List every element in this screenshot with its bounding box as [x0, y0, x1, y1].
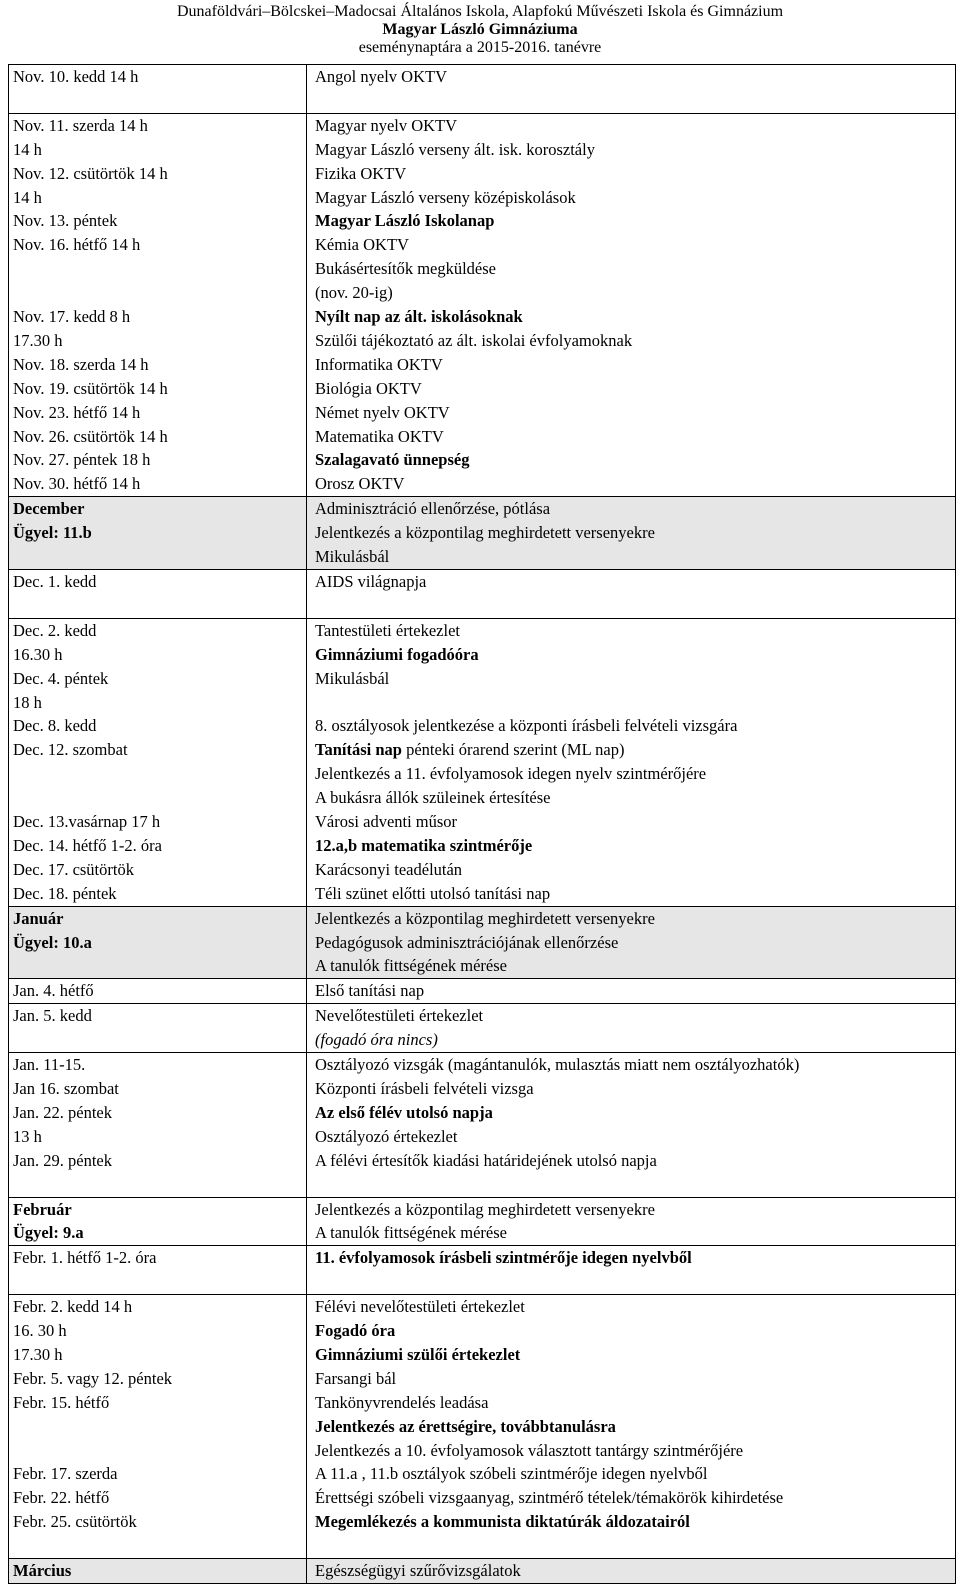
date-text: Nov. 11. szerda 14 h [13, 115, 148, 135]
event-text [315, 472, 952, 496]
event-label-rest: pénteki órarend szerint (ML nap) [401, 740, 625, 760]
event-text [315, 786, 952, 810]
event-label: (fogadó óra nincs) [315, 1030, 438, 1050]
date-cell [9, 1197, 307, 1246]
event-text [315, 643, 952, 667]
event-label: Mikulásbál [315, 547, 390, 567]
event-text [315, 257, 952, 281]
date-text [13, 786, 303, 810]
date-text: 18 h [13, 692, 42, 712]
event-text [315, 834, 952, 858]
gymnasium-name: Magyar László Gimnáziuma [382, 21, 578, 38]
event-cell [307, 1295, 956, 1559]
event-label: Német nyelv OKTV [315, 402, 450, 422]
date-text: 17.30 h [13, 330, 63, 350]
event-label: Magyar nyelv OKTV [315, 115, 458, 135]
spacer [13, 89, 303, 113]
event-label: Gimnáziumi szülői értekezlet [315, 1344, 521, 1364]
event-label: Informatika OKTV [315, 354, 443, 374]
event-label: Jelentkezés a központilag meghirdetett versenyekre [315, 908, 655, 928]
event-text [315, 1295, 952, 1319]
spacer [13, 1270, 303, 1294]
event-text [315, 448, 952, 472]
event-row [9, 1295, 956, 1559]
month-label [13, 545, 303, 569]
event-calendar-body [9, 65, 956, 1584]
date-text: Febr. 25. csütörtök [13, 1512, 137, 1532]
spacer [315, 89, 952, 113]
event-text [315, 65, 952, 89]
event-label: Pedagógusok adminisztrációjának ellenőrzése [315, 932, 619, 952]
month-label: Ügyel: 10.a [13, 932, 92, 952]
event-label: Első tanítási nap [315, 981, 425, 1001]
event-text [315, 377, 952, 401]
spacer [315, 1270, 952, 1294]
date-text: Jan. 22. péntek [13, 1102, 112, 1122]
event-text [315, 907, 952, 931]
date-text: Nov. 13. péntek [13, 211, 118, 231]
event-text [315, 114, 952, 138]
event-label: A félévi értesítők kiadási határidejének utolsó napja [315, 1150, 657, 1170]
date-text: 14 h [13, 187, 42, 207]
event-label: Téli szünet előtti utolsó tanítási nap [315, 883, 551, 903]
event-text [315, 619, 952, 643]
event-text [315, 762, 952, 786]
event-label: Fizika OKTV [315, 163, 407, 183]
date-cell [9, 65, 307, 114]
event-label: Mikulásbál [315, 668, 390, 688]
event-text [315, 1462, 952, 1486]
date-text: Febr. 15. hétfő [13, 1392, 110, 1412]
event-label: Félévi nevelőtestületi értekezlet [315, 1297, 525, 1317]
date-text: 16.30 h [13, 644, 63, 664]
event-text [315, 329, 952, 353]
date-text: Dec. 2. kedd [13, 620, 97, 640]
date-text: Dec. 13.vasárnap 17 h [13, 812, 161, 832]
event-label: Magyar László verseny középiskolások [315, 187, 576, 207]
event-cell [307, 1246, 956, 1295]
date-text [13, 281, 303, 305]
date-text: Jan. 5. kedd [13, 1006, 92, 1026]
spacer [13, 1173, 303, 1197]
event-label: 12.a,b matematika szintmérője [315, 835, 533, 855]
event-text [315, 738, 952, 762]
date-text: Nov. 10. kedd 14 h [13, 67, 139, 86]
event-text [315, 1149, 952, 1173]
event-text [315, 714, 952, 738]
event-label: Fogadó óra [315, 1321, 396, 1341]
event-text [315, 233, 952, 257]
event-label: (nov. 20-ig) [315, 283, 393, 303]
month-row [9, 1559, 956, 1584]
event-text [315, 1053, 952, 1077]
date-cell [9, 618, 307, 906]
event-label: Magyar László Iskolanap [315, 211, 495, 231]
event-text [315, 954, 952, 978]
event-label: Matematika OKTV [315, 426, 444, 446]
event-label: A tanulók fittségének mérése [315, 956, 507, 976]
date-text: Nov. 17. kedd 8 h [13, 307, 131, 327]
date-text: Nov. 19. csütörtök 14 h [13, 378, 168, 398]
event-row [9, 1053, 956, 1197]
event-text [315, 1198, 952, 1222]
date-cell [9, 979, 307, 1004]
event-text [315, 545, 952, 569]
date-text: Febr. 1. hétfő 1-2. óra [13, 1248, 157, 1268]
event-text [315, 1221, 952, 1245]
event-cell [307, 1004, 956, 1053]
event-text [315, 281, 952, 305]
event-text [315, 1101, 952, 1125]
event-row [9, 1004, 956, 1053]
event-text [315, 1246, 952, 1270]
spacer [13, 594, 303, 618]
spacer [315, 594, 952, 618]
event-label: Megemlékezés a kommunista diktatúrák áldozatairól [315, 1512, 690, 1532]
event-label: Magyar László verseny ált. isk. korosztály [315, 139, 595, 159]
event-cell [307, 979, 956, 1004]
event-text [315, 1391, 952, 1415]
event-cell [307, 906, 956, 979]
month-label: Március [13, 1561, 72, 1581]
date-text [13, 1439, 303, 1463]
event-text [315, 1415, 952, 1439]
event-row [9, 618, 956, 906]
event-text [315, 1559, 952, 1583]
date-cell [9, 1295, 307, 1559]
event-label: Jelentkezés a 11. évfolyamosok idegen nyelv szintmérőjére [315, 764, 707, 784]
date-text: Jan. 29. péntek [13, 1150, 112, 1170]
event-text [315, 1367, 952, 1391]
event-label: Tanítási nap [315, 740, 402, 760]
school-name: Dunaföldvári–Bölcskei–Madocsai Általános Iskola, Alapfokú Művészeti Iskola és Gimnázium [176, 3, 784, 20]
date-text: Jan. 4. hétfő [13, 981, 94, 1001]
event-label: Jelentkezés a központilag meghirdetett versenyekre [315, 1199, 655, 1219]
event-text [315, 425, 952, 449]
event-cell [307, 113, 956, 497]
event-text [315, 1319, 952, 1343]
event-label: Jelentkezés az érettségire, továbbtanulásra [315, 1416, 616, 1436]
event-cell [307, 497, 956, 570]
date-text: 13 h [13, 1126, 42, 1146]
event-row [9, 65, 956, 114]
date-text: Nov. 12. csütörtök 14 h [13, 163, 168, 183]
spacer [13, 1534, 303, 1558]
calendar-title: eseménynaptára a 2015-2016. tanévre [358, 39, 602, 56]
event-text [315, 186, 952, 210]
date-text: 17.30 h [13, 1344, 63, 1364]
event-text [315, 1004, 952, 1028]
date-text [13, 1415, 303, 1439]
event-row [9, 570, 956, 619]
event-text [315, 667, 952, 691]
date-text: Dec. 4. péntek [13, 668, 109, 688]
event-label: Központi írásbeli felvételi vizsga [315, 1079, 534, 1099]
date-text: Nov. 26. csütörtök 14 h [13, 426, 168, 446]
event-row [9, 1197, 956, 1246]
event-text [315, 209, 952, 233]
event-label: Érettségi szóbeli vizsgaanyag, szintmérő tételek/témakörök kihirdetése [315, 1488, 784, 1508]
date-text: Nov. 16. hétfő 14 h [13, 235, 141, 255]
event-label: Osztályozó vizsgák (magántanulók, mulasztás miatt nem osztályozhatók) [315, 1055, 800, 1075]
event-text [315, 1510, 952, 1534]
event-text [315, 1439, 952, 1463]
event-text [315, 1028, 952, 1052]
date-text: Nov. 27. péntek 18 h [13, 450, 151, 470]
event-row [9, 113, 956, 497]
event-label: Gimnáziumi fogadóóra [315, 644, 479, 664]
date-text: 16. 30 h [13, 1321, 67, 1341]
event-label: 11. évfolyamosok írásbeli szintmérője idegen nyelvből [315, 1248, 692, 1268]
event-text [315, 931, 952, 955]
event-label: Kémia OKTV [315, 235, 409, 255]
event-text [315, 570, 952, 594]
date-text: Jan 16. szombat [13, 1079, 119, 1099]
event-label: A tanulók fittségének mérése [315, 1223, 507, 1243]
date-text: Febr. 5. vagy 12. péntek [13, 1368, 173, 1388]
date-cell [9, 1559, 307, 1584]
date-text: Dec. 12. szombat [13, 740, 128, 760]
spacer [315, 1534, 952, 1558]
month-label: Ügyel: 9.a [13, 1223, 84, 1243]
event-label: Adminisztráció ellenőrzése, pótlása [315, 499, 551, 519]
month-row [9, 906, 956, 979]
date-text: Jan. 11-15. [13, 1055, 86, 1075]
event-label: Városi adventi műsor [315, 812, 458, 832]
event-cell [307, 1197, 956, 1246]
date-text: Dec. 18. péntek [13, 883, 117, 903]
event-row [9, 1246, 956, 1295]
event-text [315, 138, 952, 162]
date-cell [9, 570, 307, 619]
event-calendar-table [8, 64, 956, 1584]
date-text: Nov. 30. hétfő 14 h [13, 474, 141, 494]
event-text [315, 353, 952, 377]
event-label: Egészségügyi szűrővizsgálatok [315, 1561, 521, 1581]
event-label: Szülői tájékoztató az ált. iskolai évfolyamoknak [315, 330, 633, 350]
event-text [315, 1077, 952, 1101]
event-label: Osztályozó értekezlet [315, 1126, 458, 1146]
event-text [315, 810, 952, 834]
date-text [13, 1028, 303, 1052]
event-text [315, 162, 952, 186]
document-header [0, 0, 960, 68]
date-text: Febr. 2. kedd 14 h [13, 1297, 133, 1317]
date-cell [9, 113, 307, 497]
event-label: Bukásértesítők megküldése [315, 259, 497, 279]
event-cell [307, 618, 956, 906]
month-label [13, 954, 303, 978]
event-label: Szalagavató ünnepség [315, 450, 470, 470]
event-label: Tantestületi értekezlet [315, 620, 460, 640]
date-text [13, 257, 303, 281]
event-text [315, 882, 952, 906]
event-text [315, 1125, 952, 1149]
event-label: 8. osztályosok jelentkezése a központi írásbeli felvételi vizsgára [315, 716, 738, 736]
event-label: Jelentkezés a központilag meghirdetett versenyekre [315, 523, 655, 543]
event-label: Nyílt nap az ált. iskolásoknak [315, 307, 523, 327]
date-text: 14 h [13, 139, 42, 159]
date-text: Nov. 18. szerda 14 h [13, 354, 149, 374]
event-label: Biológia OKTV [315, 378, 422, 398]
month-label: Február [13, 1199, 72, 1219]
date-text: Febr. 22. hétfő [13, 1488, 110, 1508]
date-text: Dec. 17. csütörtök [13, 859, 134, 879]
event-text [315, 979, 952, 1003]
event-label: Karácsonyi teadélután [315, 859, 463, 879]
event-cell [307, 1053, 956, 1197]
event-text [315, 305, 952, 329]
date-cell [9, 1246, 307, 1295]
event-label: Nevelőtestületi értekezlet [315, 1006, 484, 1026]
date-cell [9, 906, 307, 979]
date-text: Nov. 23. hétfő 14 h [13, 402, 141, 422]
month-row [9, 497, 956, 570]
date-text: Febr. 17. szerda [13, 1464, 118, 1484]
event-label: A bukásra állók szüleinek értesítése [315, 788, 551, 808]
event-label: Angol nyelv OKTV [315, 67, 447, 86]
event-label: Az első félév utolsó napja [315, 1102, 493, 1122]
date-text: Dec. 14. hétfő 1-2. óra [13, 835, 162, 855]
date-text: Dec. 1. kedd [13, 572, 97, 592]
date-cell [9, 1004, 307, 1053]
event-cell [307, 1559, 956, 1584]
event-row [9, 979, 956, 1004]
event-label: Orosz OKTV [315, 474, 405, 494]
event-text [315, 691, 952, 715]
date-text [13, 762, 303, 786]
month-label: Január [13, 908, 64, 928]
event-text [315, 497, 952, 521]
event-label: AIDS világnapja [315, 572, 427, 592]
event-label: Jelentkezés a 10. évfolyamosok választott tantárgy szintmérőjére [315, 1440, 744, 1460]
event-label: Farsangi bál [315, 1368, 397, 1388]
event-text [315, 401, 952, 425]
event-label: Tankönyvrendelés leadása [315, 1392, 489, 1412]
date-text: Dec. 8. kedd [13, 716, 97, 736]
event-text [315, 1486, 952, 1510]
event-text [315, 521, 952, 545]
date-cell [9, 1053, 307, 1197]
month-label: Ügyel: 11.b [13, 523, 92, 543]
event-text [315, 858, 952, 882]
month-label: December [13, 499, 85, 519]
event-text [315, 1343, 952, 1367]
date-cell [9, 497, 307, 570]
event-cell [307, 65, 956, 114]
spacer [315, 1173, 952, 1197]
event-label: A 11.a , 11.b osztályok szóbeli szintmérője idegen nyelvből [315, 1464, 708, 1484]
event-cell [307, 570, 956, 619]
